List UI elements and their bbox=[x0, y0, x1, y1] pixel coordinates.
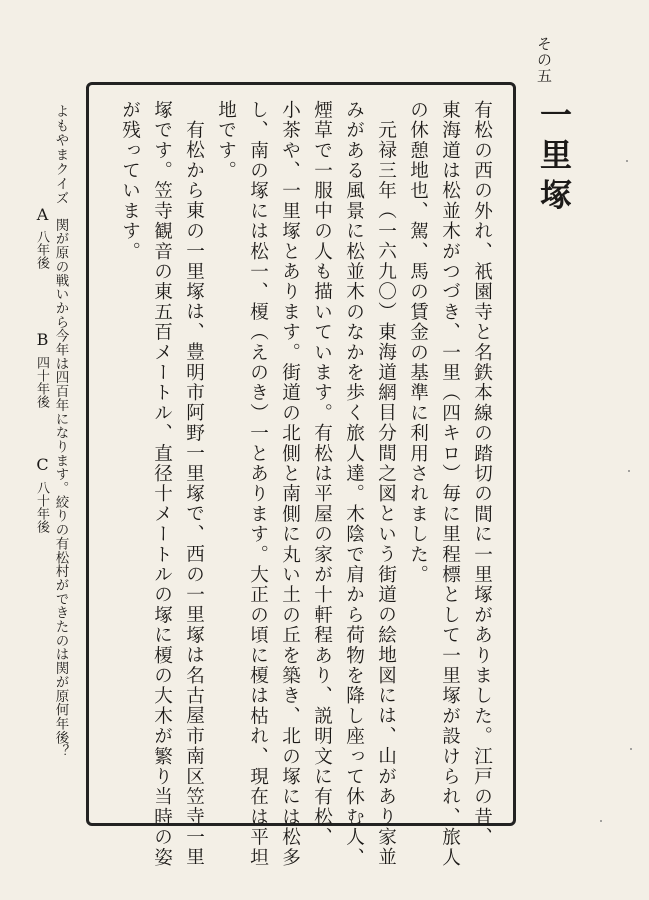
body-line: 塚です。笠寺観音の東五百メートル、直径十メートルの塚に榎の大木が繁り当時の姿 bbox=[151, 100, 173, 868]
body-line: 煙草で一服中の人も描いています。有松は平屋の家が十軒程あり、説明文に有松、 bbox=[311, 100, 333, 848]
paper-speck bbox=[628, 470, 630, 472]
series-number: その五 bbox=[535, 36, 553, 84]
body-line: の休憩地也、駕、馬の賃金の基準に利用されました。 bbox=[407, 100, 429, 585]
body-line: が残っています。 bbox=[119, 100, 141, 262]
body-line: 有松から東の一里塚は、豊明市阿野一里塚で、西の一里塚は名古屋市南区笠寺一里 bbox=[183, 120, 205, 868]
body-line: みがある風景に松並木のなかを歩く旅人達。木陰で肩から荷物を降し座って休む人、 bbox=[343, 100, 365, 868]
quiz-option-letter: A bbox=[33, 205, 52, 224]
body-line: 東海道は松並木がつづき、一里（四キロ）毎に里程標として一里塚が設けられ、旅人 bbox=[439, 100, 461, 868]
quiz-option-letter: B bbox=[33, 330, 52, 349]
paper-speck bbox=[630, 748, 632, 750]
paper-speck bbox=[600, 820, 602, 822]
body-line: 元禄三年（一六九〇）東海道網目分間之図という街道の絵地図には、山があり家並 bbox=[375, 120, 397, 868]
quiz-option-text: 四十年後 bbox=[34, 356, 49, 408]
quiz-option-text: 八年後 bbox=[34, 230, 49, 269]
page-title: 一里塚 bbox=[535, 98, 573, 218]
body-line: 地です。 bbox=[215, 100, 237, 181]
quiz-label: よもやまクイズ bbox=[52, 104, 69, 206]
quiz-option-letter: C bbox=[33, 455, 52, 474]
quiz-question: 関が原の戦いから今年は四百年になります。絞りの有松村ができたのは関が原何年後？ bbox=[52, 218, 69, 759]
quiz-option-text: 八十年後 bbox=[34, 481, 49, 533]
body-line: し、南の塚には松一、榎（えのき）一とあります。大正の頃に榎は枯れ、現在は平坦 bbox=[247, 100, 269, 868]
body-line: 小茶や、一里塚とあります。街道の北側と南側に丸い土の丘を築き、北の塚には松多 bbox=[279, 100, 301, 868]
body-line: 有松の西の外れ、祇園寺と名鉄本線の踏切の間に一里塚がありました。江戸の昔、 bbox=[471, 100, 493, 848]
paper-speck bbox=[626, 160, 628, 162]
